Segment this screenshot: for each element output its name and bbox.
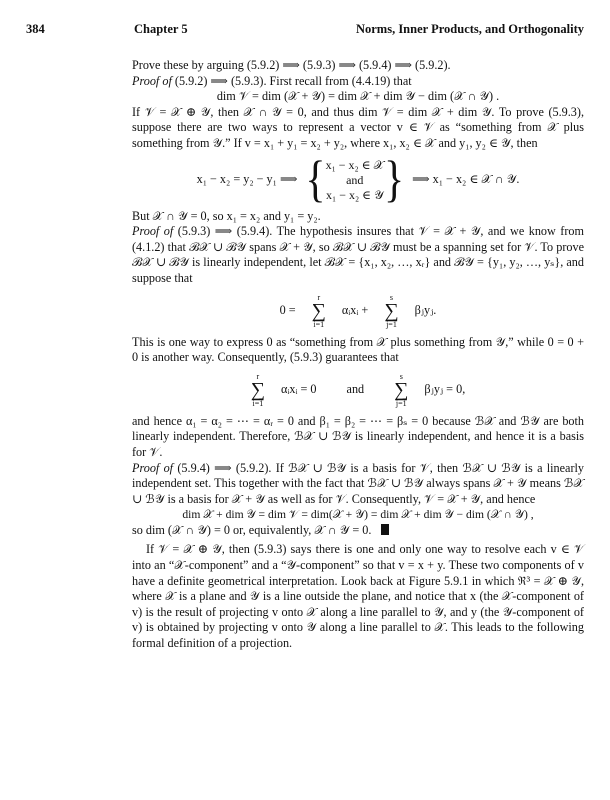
sigma-icon: ∑ [394, 378, 409, 401]
intro-line: Prove these by arguing (5.9.2) ⟹ (5.9.3) ⟹ (5.9.4) ⟹ (5.9.2). [132, 58, 451, 72]
proof-3: Proof of (5.9.4) ⟹ (5.9.2). If ℬ𝒳 ∪ ℬ𝒴 is a basis for 𝒱, then ℬ𝒳 ∪ ℬ𝒴 is a linearly independent set. This together with the fact that ℬ𝒳 ∪ ℬ𝒴 always spans 𝒳 + 𝒴 means ℬ𝒳 ∪ ℬ𝒴 is a basis for 𝒳 + 𝒴 as well as for 𝒱. Consequently, 𝒱 = 𝒳 + 𝒴, and hence [132, 460, 585, 506]
page-number: 384 [26, 22, 45, 36]
paragraph-zero: This is one way to express 0 as “something from 𝒳 plus something from 𝒴,” while 0 = 0 + 0 is another way. Consequently, (5.9.3) guarantees that [132, 334, 584, 365]
equation-dimensions: dim 𝒳 + dim 𝒴 = dim 𝒱 = dim(𝒳 + 𝒴) = dim 𝒳 + dim 𝒴 − dim (𝒳 ∩ 𝒴) , [182, 508, 534, 522]
paragraph-direct-sum: If 𝒱 = 𝒳 ⊕ 𝒴, then 𝒳 ∩ 𝒴 = 0, and thus dim 𝒱 = dim 𝒳 + dim 𝒴. To prove (5.9.3), suppose there are two ways to represent a vector v ∈ 𝒱 as “something from 𝒳 plus something from 𝒴.” If v = x₁ + y₁ = x₂ + y₂, where x₁, x₂ ∈ 𝒳 and y₁, y₂ ∈ 𝒴, then [132, 104, 584, 150]
paragraph-projection: If 𝒱 = 𝒳 ⊕ 𝒴, then (5.9.3) says there is one and only one way to resolve each v ∈ 𝒱 into an “𝒳-component” and a “𝒴-component” so that v = x + y. These two components of v have a definite geometrical interpretation. Look back at Figure 5.9.1 in which ℜ³ = 𝒳 ⊕ 𝒴, where 𝒳 is a plane and 𝒴 is a line outside the plane, and notice that x (the 𝒳-component of v) is the result of projecting v onto 𝒳 along a line parallel to 𝒴, and y (the 𝒴-component of v) is obtained by projecting v onto 𝒴 along a line parallel to 𝒳. This leads to the following formal definition of a projection. [132, 542, 584, 651]
page-body [132, 58, 584, 652]
qed-icon [381, 524, 389, 535]
equation-dim-sum: dim 𝒱 = dim (𝒳 + 𝒴) = dim 𝒳 + dim 𝒴 − dim (𝒳 ∩ 𝒴) . [216, 89, 500, 104]
brace-system: { x₁ − x₂ ∈ 𝒳 and x₁ − x₂ ∈ 𝒴 } [305, 152, 405, 208]
sigma-icon: ∑ [384, 299, 399, 322]
running-header [26, 22, 584, 40]
sum-s: s ∑ j=1 [384, 292, 399, 329]
paragraph-qed: so dim (𝒳 ∩ 𝒴) = 0 or, equivalently, 𝒳 ∩ 𝒴 = 0. [132, 523, 584, 539]
paragraph-conclusion-1: But 𝒳 ∩ 𝒴 = 0, so x₁ = x₂ and y₁ = y₂. [132, 208, 321, 223]
proof-label: Proof of [132, 73, 172, 88]
right-brace-icon: } [383, 152, 405, 208]
sum-r: r ∑ i=1 [250, 371, 265, 408]
chapter-title: Norms, Inner Products, and Orthogonality [355, 22, 584, 36]
sigma-icon: ∑ [311, 299, 326, 322]
equation-system: x₁ − x₂ = y₂ − y₁ ⟹ { x₁ − x₂ ∈ 𝒳 and x₁ − x₂ ∈ 𝒴 } ⟹ x₁ − x₂ ∈ 𝒳 ∩ 𝒴. [196, 152, 520, 208]
proof-2: Proof of (5.9.3) ⟹ (5.9.4). The hypothesis insures that 𝒱 = 𝒳 + 𝒴, and we know from (4.1.2) that ℬ𝒳 ∪ ℬ𝒴 spans 𝒳 + 𝒴, so ℬ𝒳 ∪ ℬ𝒴 must be a spanning set for 𝒱. To prove ℬ𝒳 ∪ ℬ𝒴 is linearly independent, let ℬ𝒳 = {x₁, x₂, …, xᵣ} and ℬ𝒴 = {y₁, y₂, …, yₛ}, and suppose that [132, 224, 585, 285]
equation-zero-sum: 0 = r ∑ i=1 αᵢxᵢ + s ∑ j=1 βⱼyⱼ. [279, 292, 437, 329]
sum-s: s ∑ j=1 [394, 371, 409, 408]
sum-r: r ∑ i=1 [311, 292, 326, 329]
equation-sums-zero: r ∑ i=1 αᵢxᵢ = 0 and s ∑ j=1 βⱼyⱼ = 0, [250, 371, 466, 408]
chapter-label: Chapter 5 [134, 22, 188, 36]
left-brace-icon: { [305, 152, 326, 208]
paragraph-independent: and hence α₁ = α₂ = ⋯ = αᵣ = 0 and β₁ = β₂ = ⋯ = βₛ = 0 because ℬ𝒳 and ℬ𝒴 are both linearly independent. Therefore, ℬ𝒳 ∪ ℬ𝒴 is linearly independent, and hence it is a basis for 𝒱. [132, 413, 584, 459]
proof-1-intro: Proof of (5.9.2) ⟹ (5.9.3). First recall from (4.4.19) that [132, 73, 412, 88]
sigma-icon: ∑ [250, 378, 265, 401]
